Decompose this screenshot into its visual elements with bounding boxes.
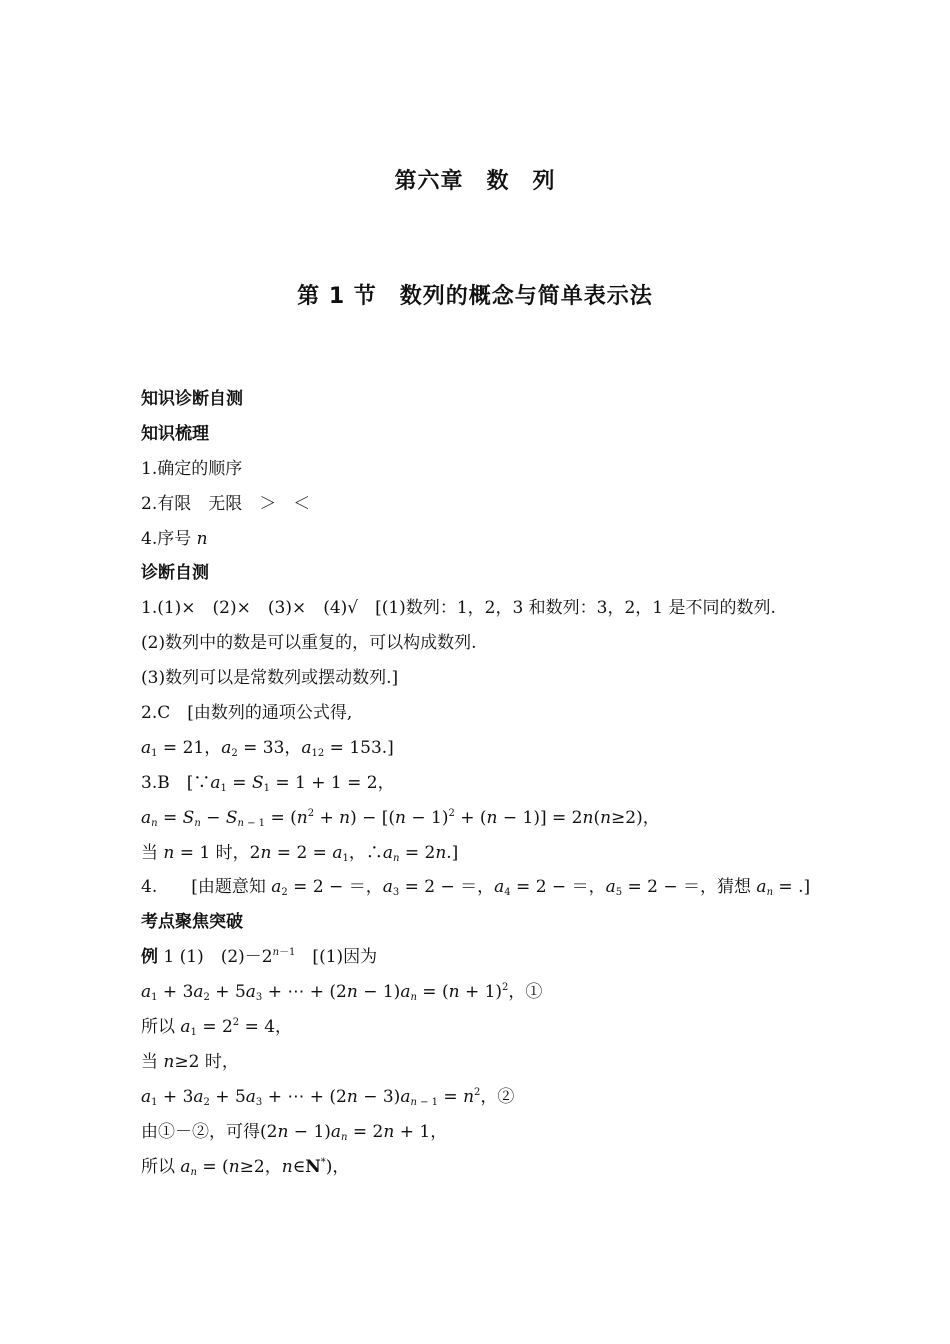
diagnosis-1-line-1: 1.(1)× (2)× (3)× (4)√ [(1)数列：1，2，3 和数列：3，2，1 是不同的数列.: [141, 598, 776, 619]
diagnosis-3-line-2: $a_n = S_n - S_{n - 1} = (n^2 + n) - [(n - 1)^2 + (n - 1)] = 2n(n\ge 2)$，: [141, 807, 660, 829]
knowledge-item-1: 1.确定的顺序: [141, 458, 243, 479]
example-1-line-7: 所以 $a_n = (n\ge 2$，n∈N*)，: [141, 1156, 350, 1178]
knowledge-item-4: [141, 522, 821, 557]
diagnosis-3-line-3: 当 n = 1 时，$2n = 2 = a_1$，$\therefore a_n = 2n$.]: [141, 842, 459, 864]
chapter-title: 第六章 数 列: [394, 169, 556, 194]
diagnosis-4: 4. [由题意知 $a_2 = 2$ − ＝，$a_3 = 2$ − ＝，$a_4 = 2$ − ＝，$a_5 = 2$ − ＝，猜想 $a_n$ = .]: [141, 877, 811, 899]
knowledge-item-2: 2.有限 无限 ＞ ＜: [141, 493, 311, 514]
heading-knowledge-test: 知识诊断自测: [141, 389, 243, 409]
section-title: 第 1 节 数列的概念与简单表示法: [297, 284, 653, 309]
diagnosis-1-line-3: (3)数列可以是常数列或摆动数列.]: [141, 668, 399, 689]
document-body: [141, 382, 821, 1185]
example-1-line-5: $a_1 + 3a_2 + 5a_3$ + ⋯ + $(2n - 3)a_{n - 1} = n^2$，②: [141, 1086, 515, 1108]
diagnosis-1-line-2: (2)数列中的数是可以重复的，可以构成数列.: [141, 633, 477, 654]
example-1-line-1: 例 1 (1) $(2)-2^{n-1}$ [(1)因为: [141, 947, 378, 968]
example-1-line-3: 所以 $a_1 = 2^2 = 4$，: [141, 1017, 293, 1039]
math-n: n: [196, 528, 208, 549]
diagnosis-2-line-1: 2.C [由数列的通项公式得,: [141, 703, 353, 724]
example-1-line-6: 由①－②，可得$(2n - 1)a_n = 2n + 1$，: [141, 1121, 448, 1143]
diagnosis-2-line-2: $a_1 = 21$，$a_2 = 33$，$a_{12} = 153$.]: [141, 737, 394, 759]
knowledge-item-4-text: 4.序号: [141, 528, 197, 549]
heading-focus: 考点聚焦突破: [141, 912, 243, 933]
example-1-line-2: $a_1 + 3a_2 + 5a_3$ + ⋯ + $(2n - 1)a_n = (n + 1)^2$，①: [141, 982, 543, 1004]
heading-diagnosis: 诊断自测: [141, 563, 209, 584]
example-1-line-4: 当 n≥2 时，: [141, 1051, 239, 1072]
heading-knowledge-review: 知识梳理: [141, 423, 209, 444]
diagnosis-3-line-1: 3.B [$\because a_1 = S_1 = 1 + 1 = 2$，: [141, 772, 395, 794]
